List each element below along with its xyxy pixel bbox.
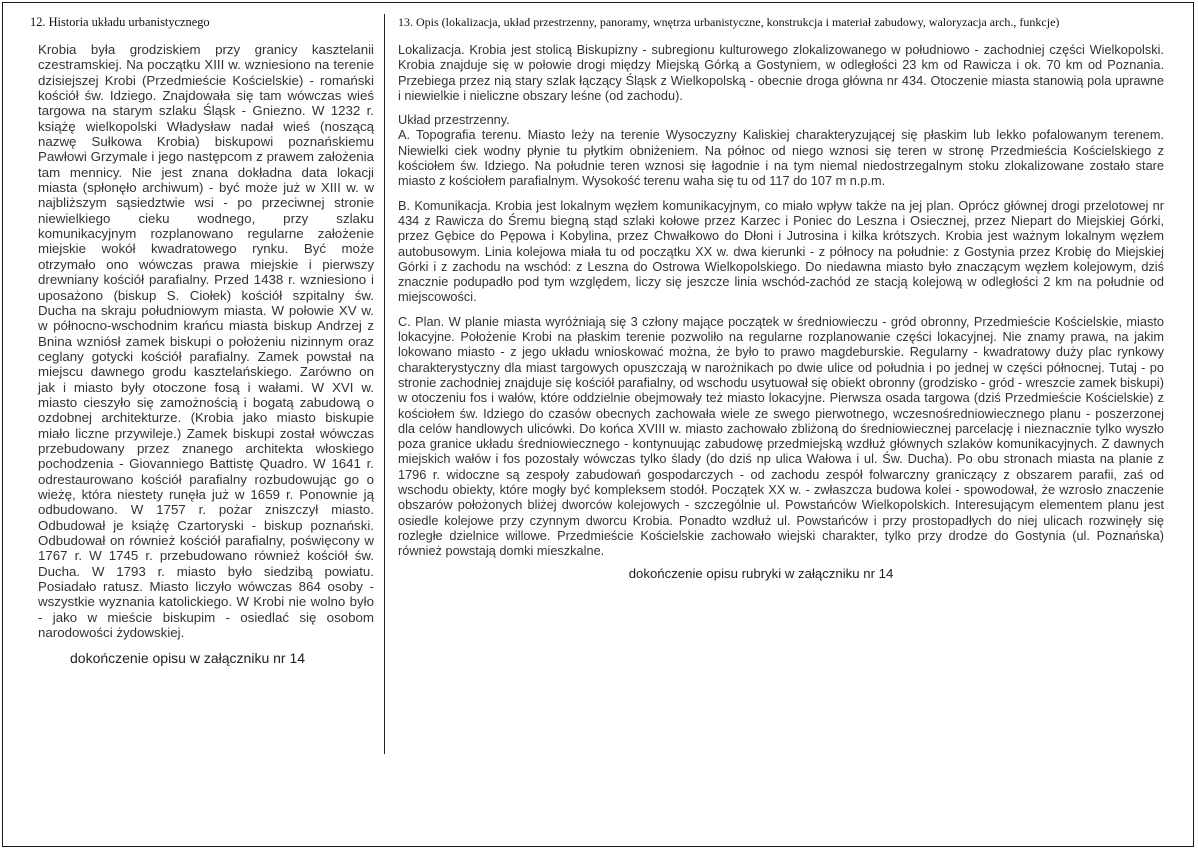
history-text: [38, 42, 374, 640]
history-heading: 12. Historia układu urbanistycznego: [30, 15, 210, 29]
location-paragraph: Lokalizacja. Krobia jest stolicą Biskupizny - subregionu kulturowego zlokalizowanego w południowo - zachodniej części Wielkopolski. Krobia znajduje się w połowie drogi między Miejską Górką a Gostyniem, w odległości 23 km od Rawicza i ok. 70 km od Poznania. Przebiega przez nią stary szlak łączący Śląsk z Wielkopolską - obecnie droga główna nr 434. Otoczenie miasta stanowią pola uprawne i niewielkie i nieliczne obszary leśne (od zachodu).: [398, 42, 1164, 103]
plan-paragraph: C. Plan. W planie miasta wyróżniają się 3 człony mające początek w średniowieczu - gród obronny, Przedmieście Kościelskie, miasto lokacyjne. Położenie Krobi na płaskim terenie pozwoliło na regularne rozplanowanie części lokacyjnej. Nie znamy prawa, na jakim lokowano miasto - z jego układu wnioskować można, że było to prawo magdeburskie. Regularny - kwadratowy duży plac rynkowy charakterystyczny dla miast targowych opuszczają w narożnikach po dwie ulice od południa i po jednej w części północnej. Tutaj - po stronie zachodniej znajduje się kościół parafialny, od wschodu usytuował się obiekt obronny (grodzisko - gród - wreszcie zamek biskupi) w otoczeniu fos i wałów, które oddzielnie obejmowały też miasto lokacyjne. Pierwsza osada targowa (dziś Przedmieście Kościelskie) z kościołem św. Idziego do czasów obecnych zachowała wiele ze swego pierwotnego, wczesnośredniowiecznego planu - poszerzonej dla celów handlowych ulicówki. Do końca XVIII w. miasto zachowało zbliżoną do średniowiecznej parcelację i nieznacznie tylko wyszło poza granice układu średniowiecznego - kontynuując zabudowę przedmiejską wzdłuż głównych szlaków komunikacyjnych. Z dawnych miejskich wałów i fos pozostały wówczas tylko ślady (do dziś np ulica Wałowa i ul. Św. Ducha). Po obu stronach miasta na planie z 1796 r. widoczne są zespoły zabudowań gospodarczych - od zachodu zespół folwarczny graniczący z obszarem parafii, zaś od wschodu obiekty, które mogły być kompleksem stodół. Początek XX w. - zwłaszcza budowa kolei - spowodował, że wzrosło znaczenie obszarów położonych bliżej dworców kolejowych - szczególnie ul. Powstańców Wielkopolskich. Interesującym elementem planu jest osiedle kolejowe przy czynnym dworcu Krobia. Ponadto wzdłuż ul. Powstańców i przy prostopadłych do niej ulicach rozwinęły się rozległe dzielnice willowe. Przedmieście Kościelskie zachowało wiejski charakter, tylko przy drodze do Gostynia (ul. Poznańska) również powstają domki mieszkalne.: [398, 313, 1164, 559]
spatial-layout-heading: Układ przestrzenny.: [398, 112, 510, 128]
column-divider: [384, 14, 385, 754]
description-heading: 13. Opis (lokalizacja, układ przestrzenny, panoramy, wnętrza urbanistyczne, konstrukcja i materiał zabudowy, waloryzacja arch., funkcje): [398, 15, 1060, 29]
description-column: [398, 15, 1164, 581]
description-continuation-note: dokończenie opisu rubryki w załączniku nr 14: [628, 565, 894, 581]
history-column: [30, 15, 374, 667]
history-continuation-note: dokończenie opisu w załączniku nr 14: [70, 650, 306, 667]
history-paragraph: Krobia była grodziskiem przy granicy kasztelanii czestramskiej. Na początku XIII w. wzniesiono na terenie dzisiejszej Krobi (Przedmieście Kościelskie) - romański kościół św. Idziego. Znajdowała się tam wówczas wieś targowa na starym szlaku Śląsk - Gniezno. W 1232 r. książę wielkopolski Władysław nadał wieś (noszącą nazwę Sułkowa Krobia) biskupowi poznańskiemu Pawłowi Grzymale i jego następcom z prawem założenia tam mennicy. Nie jest znana dokładna data lokacji miasta (spłonęło archiwum) - być może już w XIII w. w najbliższym sąsiedztwie wsi - po przeciwnej stronie niewielkiego cieku wodnego, przy szlaku komunikacyjnym rozplanowano regularne założenie miejskie wokół kwadratowego rynku. Być może otrzymało ono wówczas prawa miejskie i pierwszy drewniany kościół parafialny. Przed 1438 r. wzniesiono i uposażono (biskup S. Ciołek) kościół szpitalny św. Ducha na skraju południowym miasta. W połowie XV w. w północno-wschodnim krańcu miasta biskup Andrzej z Bnina wzniósł zamek biskupi o położeniu nizinnym oraz ceglany gotycki kościół parafialny. Zamek powstał na miejscu dawnego grodu kasztelańskiego. Zarówno on jak i miasto były otoczone fosą i wałami. W XVI w. miasto cieszyło się zamożnością i bogatą zabudową o ozdobnej architekturze. (Krobia jako miasto biskupie miało liczne przywileje.) Zamek biskupi został wówczas przebudowany przez znanego architekta włoskiego pochodzenia - Giovanniego Battistę Quadro. W 1641 r. odrestaurowano kościół parafialny rozbudowując go o wieżę, która niestety runęła już w 1659 r. Ponownie ją odbudowano. W 1757 r. pożar zniszczył miasto. Odbudował je książę Czartoryski - biskup poznański. Odbudował on również kościół parafialny, poświęcony w 1767 r. W 1745 r. przebudowano również kościół św. Ducha. W 1793 r. miasto było siedzibą powiatu. Posiadało ratusz. Miasto liczyło wówczas 864 osoby - wszystkie wyznania katolickiego. W Krobi nie wolno było - jako w mieście biskupim - osiedlać się osobom narodowości żydowskiej.: [38, 42, 374, 641]
communication-paragraph: B. Komunikacja. Krobia jest lokalnym węzłem komunikacyjnym, co miało wpływ także na jej plan. Oprócz głównej drogi przelotowej nr 434 z Rawicza do Śremu biegną stąd szlaki kołowe przez Karzec i Poniec do Leszna i Osiecznej, przez Niepart do Miejskiej Górki, przez Gębice do Pępowa i Kobylina, przez Chwałkowo do Dłoni i Jutrosina i kilka krótszych. Krobia jest ważnym lokalnym węzłem autobusowym. Linia kolejowa miała tu od początku XX w. dwa kierunki - z północy na południe: z Gostynia przez Krobię do Miejskiej Górki i z zachodu na wschód: z Leszna do Ostrowa Wielkopolskiego. Do niedawna miasto było znaczącym węzłem kolejowym, dziś znacznie podupadło pod tym względem, liczy się jeszcze linia wschód-zachód ze stacją kolejową w odległości 2 km na południe od miejscowości.: [398, 197, 1164, 305]
topography-paragraph: A. Topografia terenu. Miasto leży na terenie Wysoczyzny Kaliskiej charakteryzującej się płaskim lub lekko pofalowanym terenem. Niewielki ciek wodny płynie tu płytkim obniżeniem. Na północ od niego wznosi się teren w stronę Przedmieścia Kościelskiego z kościołem św. Idziego. Na południe teren wznosi się łagodnie i na tym niemal niedostrzegalnym stoku zlokalizowane zostało stare miasto z kościołem parafialnym. Wysokość terenu waha się tu od 117 do 107 m n.p.m.: [398, 127, 1164, 189]
